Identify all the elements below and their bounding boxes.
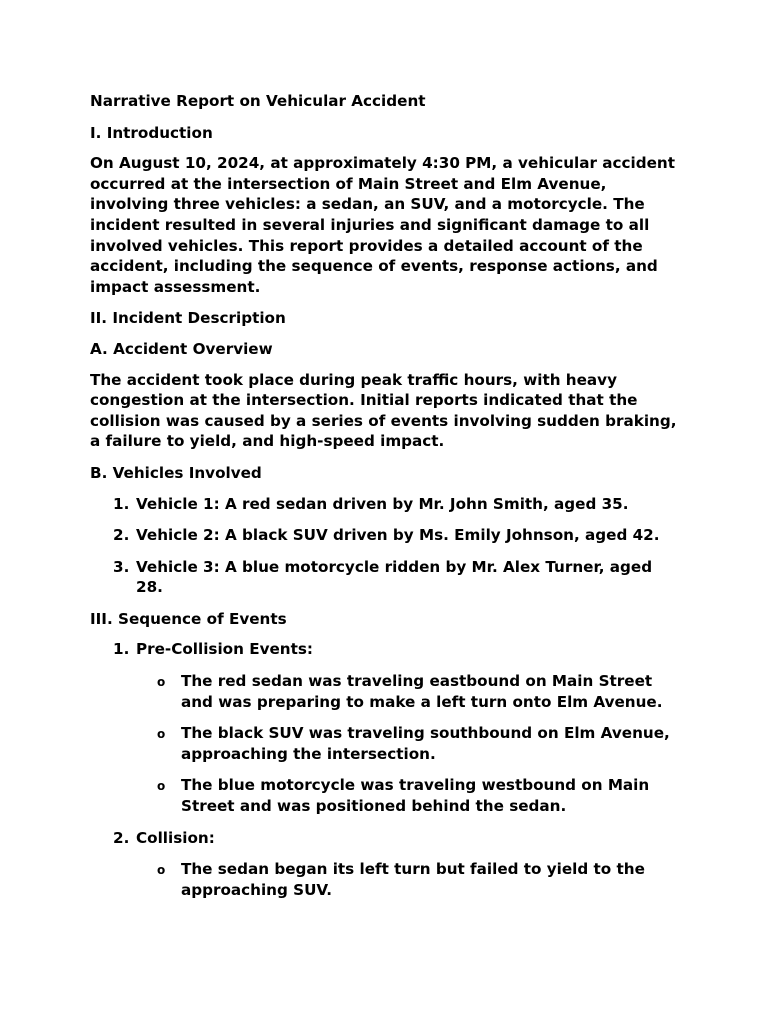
bullet-circle-icon: o	[157, 779, 166, 794]
list-item-text: Pre-Collision Events:	[136, 640, 313, 659]
list-item-vehicle-1	[90, 494, 680, 515]
sequence-steps-list	[90, 639, 680, 900]
list-item-pre-collision	[90, 639, 680, 660]
list-item-text: Vehicle 1: A red sedan driven by Mr. John Smith, aged 35.	[136, 494, 629, 513]
introduction-paragraph: On August 10, 2024, at approximately 4:30 PM, a vehicular accident occurred at the intersection of Main Street and Elm Avenue, involving three vehicles: a sedan, an SUV, and a motorcycle. The incident resulted in several injuries and significant damage to all involved vehicles. This report provides a detailed account of the accident, including the sequence of events, response actions, and impact assessment.	[90, 154, 675, 296]
subheading-vehicles-involved: B. Vehicles Involved	[90, 463, 262, 482]
list-number: 2.	[113, 526, 130, 545]
pre-collision-bullets-wrapper	[90, 671, 680, 817]
document-title: Narrative Report on Vehicular Accident	[90, 92, 426, 110]
bullet-circle-icon: o	[157, 863, 166, 878]
bullet-text: The sedan began its left turn but failed to yield to the approaching SUV.	[181, 860, 645, 899]
bullet-text: The blue motorcycle was traveling westbound on Main Street and was positioned behind the sedan.	[181, 776, 650, 816]
section-heading-introduction: I. Introduction	[90, 123, 213, 142]
bullet-item	[90, 723, 680, 764]
section-heading-incident-description: II. Incident Description	[90, 309, 286, 328]
list-item-collision	[90, 828, 680, 849]
bullet-text: The black SUV was traveling southbound on Elm Avenue, approaching the intersection.	[181, 724, 670, 763]
collision-bullets-wrapper	[90, 859, 680, 900]
list-item-vehicle-2	[90, 525, 680, 546]
bullet-circle-icon: o	[157, 675, 166, 690]
bullet-text: The red sedan was traveling eastbound on Main Street and was preparing to make a left turn onto Elm Avenue.	[181, 672, 663, 711]
pre-collision-bullets	[90, 671, 680, 817]
collision-bullets	[90, 859, 680, 900]
vehicles-list	[90, 494, 680, 598]
bullet-item	[90, 859, 680, 900]
list-item-text: Collision:	[136, 828, 215, 847]
bullet-circle-icon: o	[157, 727, 166, 742]
document-page	[90, 91, 680, 911]
bullet-item	[90, 775, 680, 816]
subheading-accident-overview: A. Accident Overview	[90, 339, 273, 358]
list-number: 1.	[113, 494, 130, 513]
section-heading-sequence-of-events: III. Sequence of Events	[90, 609, 287, 628]
list-item-text: Vehicle 3: A blue motorcycle ridden by Mr. Alex Turner, aged 28.	[136, 557, 653, 597]
list-number: 2.	[113, 828, 130, 847]
list-number: 3.	[113, 557, 130, 576]
bullet-item	[90, 671, 680, 712]
accident-overview-paragraph: The accident took place during peak traffic hours, with heavy congestion at the intersection. Initial reports indicated that the collision was caused by a series of events involving sudden braking, a failure to yield, and high-speed impact.	[90, 370, 677, 451]
list-item-text: Vehicle 2: A black SUV driven by Ms. Emily Johnson, aged 42.	[136, 526, 660, 545]
list-number: 1.	[113, 640, 130, 659]
list-item-vehicle-3	[90, 557, 680, 598]
